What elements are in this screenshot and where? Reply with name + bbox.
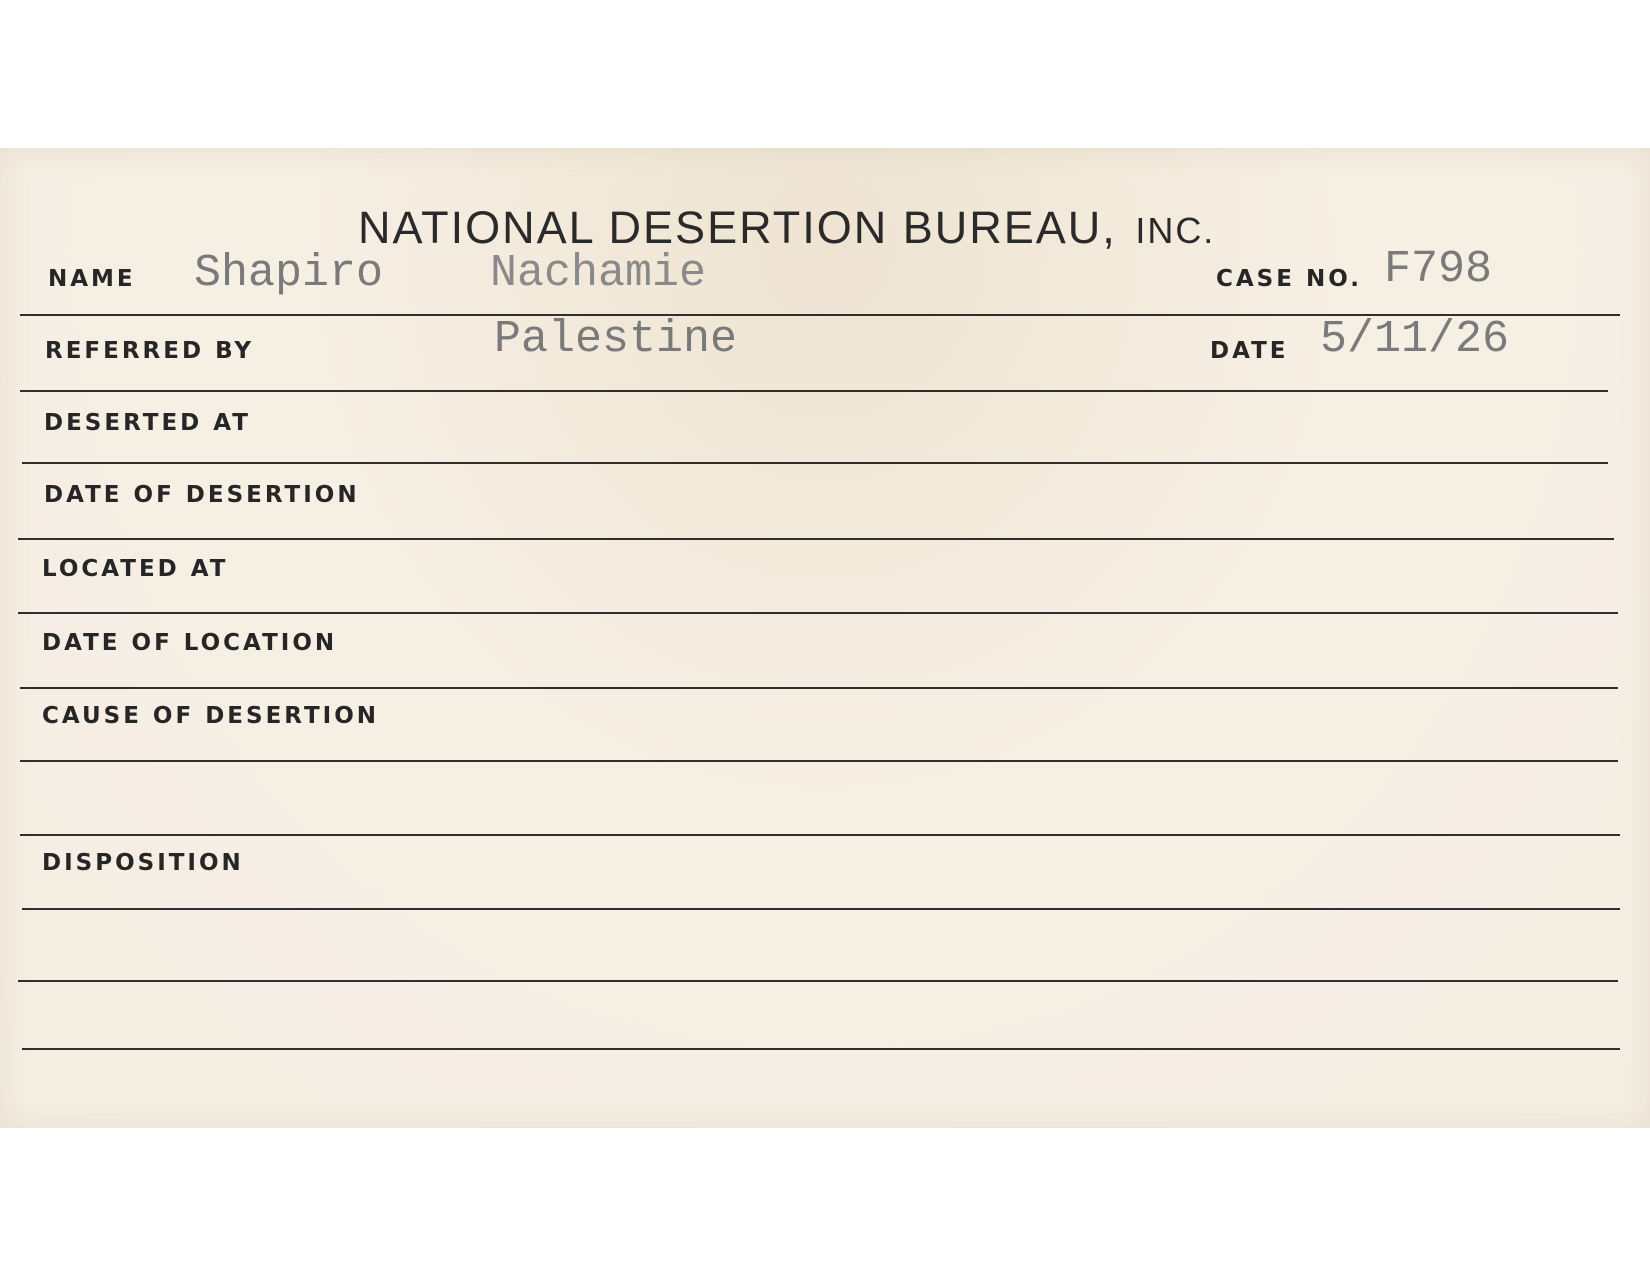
card-title (358, 202, 1215, 254)
disposition-rule-2 (18, 980, 1618, 982)
deserted-at-rule (22, 462, 1608, 464)
date-label: DATE (1210, 338, 1289, 364)
disposition-rule-1 (22, 908, 1620, 910)
date-value: 5/11/26 (1320, 314, 1510, 365)
case-no-value: F798 (1384, 244, 1493, 295)
deserted-at-label: DESERTED AT (44, 410, 251, 436)
referred-by-value: Palestine (494, 314, 738, 365)
referred-by-label: REFERRED BY (45, 338, 255, 364)
located-at-label: LOCATED AT (42, 556, 229, 582)
disposition-rule-3 (22, 1048, 1620, 1050)
date-of-location-label: DATE OF LOCATION (42, 630, 338, 656)
referred-by-rule (20, 390, 1608, 392)
date-of-desertion-rule (18, 538, 1614, 540)
name-label: NAME (48, 266, 136, 292)
card-title-main: NATIONAL DESERTION BUREAU, (358, 202, 1117, 253)
cause-of-desertion-rule-2 (20, 834, 1620, 836)
cause-of-desertion-label: CAUSE OF DESERTION (42, 703, 380, 729)
date-of-location-rule (20, 687, 1618, 689)
located-at-rule (18, 612, 1618, 614)
name-last-value: Shapiro (194, 248, 384, 299)
case-no-label: CASE NO. (1216, 266, 1362, 292)
name-first-value: Nachamie (490, 248, 707, 299)
disposition-label: DISPOSITION (42, 850, 244, 876)
card-title-suffix: INC. (1135, 210, 1216, 251)
date-of-desertion-label: DATE OF DESERTION (44, 482, 360, 508)
index-card (0, 148, 1650, 1128)
cause-of-desertion-rule-1 (20, 760, 1618, 762)
